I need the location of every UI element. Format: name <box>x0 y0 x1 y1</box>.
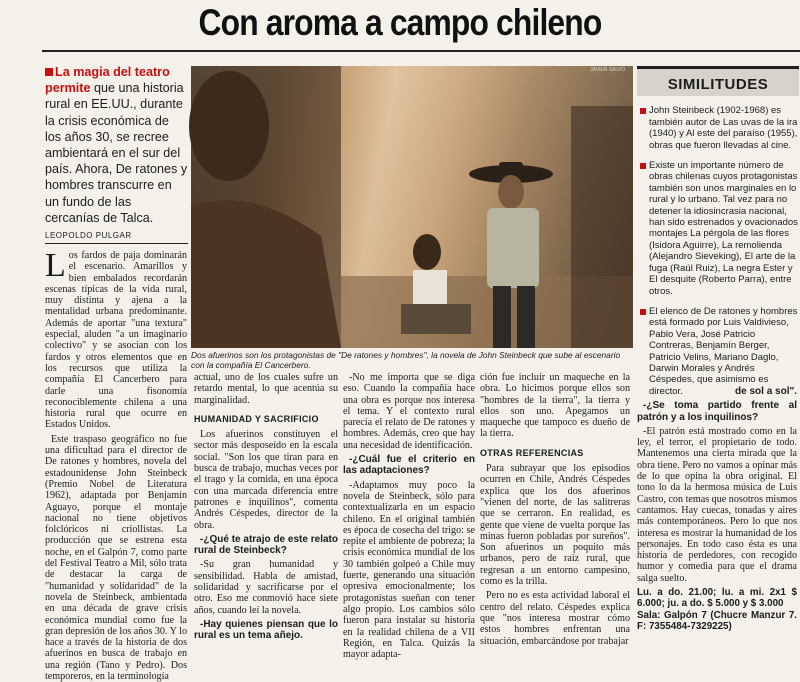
interview-question: -Hay quienes piensan que lo rural es un tema añejo. <box>194 618 338 642</box>
photo-scene <box>191 66 633 348</box>
subheading: OTRAS REFERENCIAS <box>480 447 584 458</box>
sidebar-item <box>637 306 799 397</box>
paragraph: -Su gran humanidad y sensibilidad. Habla de amistad, solidaridad y sacrificarse por el otro. Eso me conmovió hace siete años, cuando leí la novela. <box>194 559 338 616</box>
paragraph: -No me importa que se diga eso. Cuando la compañía hace una obra es porque nos interesa el tema. Y el contexto rural parecía el relato de De ratones y hombres. Además, creo que hay una necesidad de identificación. <box>343 372 475 451</box>
red-square-bullet-icon <box>640 309 646 315</box>
byline-rule <box>45 243 188 244</box>
subheading: HUMANIDAD Y SACRIFICIO <box>194 413 319 424</box>
paragraph: ción fue incluir un maqueche en la obra. Lo hicimos porque ellos son "hombres de la tierra", la tierra y ellos son uno. Apegamos un maqueche que tampoco es dueño de la tierra. <box>480 372 630 440</box>
lead-paragraph <box>45 64 188 226</box>
red-square-bullet-icon <box>640 108 646 114</box>
sidebar-item <box>637 105 799 151</box>
sidebar-item-text: John Steinbeck (1902-1968) es también autor de Las uvas de la ira (1940) y Al este del paraíso (1955), obras que fueron llevadas al cine. <box>649 105 798 151</box>
interview-question: -¿Cuál fue el criterio en las adaptaciones? <box>343 454 475 477</box>
paragraph: actual, uno de los cuales sufre un retardo mental, lo que acentúa su marginalidad. <box>194 372 338 406</box>
article-column-1 <box>45 247 187 682</box>
venue-info: Sala: Galpón 7 (Chucre Manzur 7. F: 7355484-7329225) <box>637 609 797 633</box>
sidebar-item-text: El elenco de De ratones y hombres está formado por Luis Valdivieso, Pablo Vera, José Patricio Contreras, Benjamín Berger, Patricio Velins, Mariano Daglo, Darwin Morales y Andrés Céspedes, que asimismo es director. <box>649 305 798 397</box>
headline: Con aroma a campo chileno <box>198 2 602 43</box>
paragraph: de sol a sol". <box>735 386 797 397</box>
paragraph: Pero no es esta actividad laboral el centro del relato. Céspedes explica que "nos interesa mostrar cómo estos hombres enfrentan una situación, embarcándose por trabajar <box>480 590 630 647</box>
stage-photo <box>191 66 633 348</box>
paragraph: -Adaptamos muy poco la novela de Steinbeck, sólo para contextualizarla en un espacio chileno. En el original también es época de cosecha del trigo: se repite el ambiente de pobreza; la crisis económica mundial de los 30 también golpeó a Chile muy fuerte, generando una situación opresiva emocionalmente; los protagonistas sueñan con tener algo propio. Los cambios sólo fueron para instalar su historia en la realidad chilena de a VII Región, en Talca. Quizás la mayor adapta- <box>343 479 475 661</box>
article-column-4 <box>480 372 630 647</box>
red-square-bullet-icon <box>640 163 646 169</box>
paragraph: Para subrayar que los episodios ocurren en Chile, Andrés Céspedes explica que los dos afuerinos "vienen del norte, de las salitreras que se cerraron. En realidad, es gente que viene de vuelta porque las minas fueron pobladas por sureños". Son afuerinos un poquito más urbanos, pero de raíz rural, que regresan a un entorno campesino, como es la trilla. <box>480 463 630 588</box>
article-column-5 <box>637 386 797 640</box>
paragraph: -El patrón está mostrado como en la ley, el terror, el propietario de todo. Mantenemos una cierta mirada que la obra tiene. Pero no vamos a opinar más de lo que opina la obra original. El tono lo da la hermosa música de Luis Castro, con temas que nosotros mismos cantamos. Hay cuecas, tonadas y aires más contemporáneos. Pero lo que nos interesa es mostrar la humanidad de los personajes. En todo caso ésta es una historia de perdedores, con recogido humor y comedia para que el drama salga suelto. <box>637 425 797 584</box>
sidebar-item-text: Existe un importante número de obras chilenas cuyos protagonistas también son unos marginales en lo rural y lo urbano. Tal vez para no detener la idiosincrasia nacional, han sido estrenados y ovacionados montajes La pérgola de las flores (Isidora Aguirre), La remolienda (Alejandro Sieveking), El arte de la fuga (Raúl Ruiz), La negra Ester y El desquite (Roberto Parra), entre otros. <box>649 160 798 297</box>
show-schedule: Lu. a do. 21.00; lu. a mi. 2x1 $ 6.000; ju. a do. $ 5.000 y $ 3.000 <box>637 587 797 610</box>
article-column-2 <box>194 372 338 640</box>
interview-question: -¿Qué te atrajo de este relato rural de Steinbeck? <box>194 533 338 557</box>
lead-highlight: La magia del teatro permite <box>45 65 170 96</box>
photo-credit: JAVIER SALVO <box>590 67 625 73</box>
article-column-3 <box>343 372 475 661</box>
drop-cap: L <box>45 247 66 284</box>
sidebar-item <box>637 160 799 297</box>
paragraph: os fardos de paja dominarán el escenario. Amarillos y bien embalados recordarán escenas típicas de la vida rural, muy distinta y ajena a la mentalidad urbana predominante. Además de aportar "una textura" especial, aluden "a un imaginario colectivo" y se asocian con los fardos y otros elementos que en los recursos que utiliza la compañía El Cancerbero para darle una fisonomía reconociblemente chilena a una historia rural que ocurre en Estados Unidos. <box>45 250 187 431</box>
paragraph: Este traspaso geográfico no fue una dificultad para el director de De ratones y hombres, novela del estadounidense John Steinbeck (Premio Nobel de Literatura 1962), adaptada por Benjamín Aguayo, porque el montaje nacional no tiene objetivos folclóricos ni criollistas. La producción que se estrena esta noche, en el Galpón 7, como parte del Festival Teatro a Mil, sólo trata de destacar la carga de "humanidad y solidaridad" de la novela de Steinbeck, ambientada en una década de grave crisis económica mundial como fue la gran depresión de los años 30. Y lo hace a través de la historia de dos afuerinos en busca de trabajo en una región (Tano y Pedro). Dos temporeros, en la terminología <box>45 433 187 682</box>
sidebar-title: SIMILITUDES <box>637 66 799 96</box>
red-square-bullet-icon <box>45 68 53 76</box>
byline: LEOPOLDO PULGAR <box>45 231 132 240</box>
lead-text: que una historia rural en EE.UU., durante la crisis económica de los años 30, se recree ambientará en el sur del país. Ahora, De ratones y hombres transcurre en un fundo de las cercanías de Talca. <box>45 81 188 225</box>
headline-rule <box>42 50 800 52</box>
photo-caption: Dos afuerinos son los protagonistas de "De ratones y hombres", la novela de John Steinbeck que sube al escenario con la compañía El Cancerbero. <box>191 350 621 370</box>
interview-question: -¿Se toma partido frente al patrón y a los inquilinos? <box>637 400 797 423</box>
paragraph: Los afuerinos constituyen el sector más desposeído en la escala social. "Son los que tiran para en busca de trabajo, muchas veces por el trago y la comida, en una época con una marcada diferencia entre patrones e inquilinos", comenta Andrés Céspedes, director de la obra. <box>194 429 338 531</box>
